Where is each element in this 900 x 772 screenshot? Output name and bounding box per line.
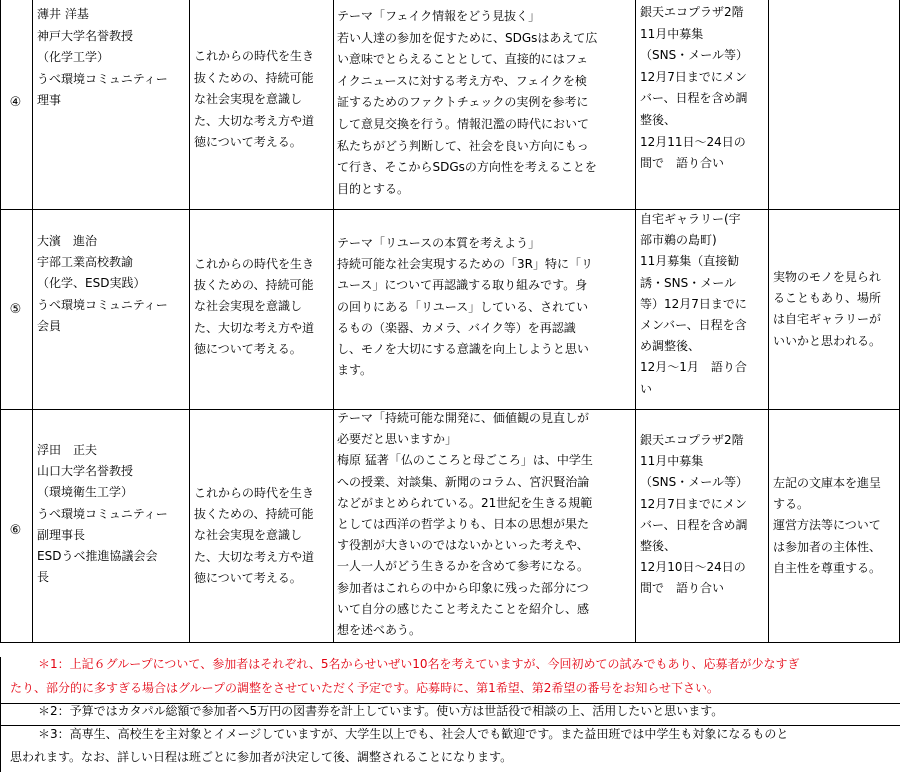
- content-line: イクニュースに対する考え方や、フェイクを検: [337, 74, 587, 88]
- schedule-line: 12月7日までにメン: [640, 497, 747, 511]
- table-row-border: [0, 409, 900, 410]
- schedule-line: 間で 語り合い: [640, 156, 725, 170]
- content-line: いて自分の感じたこと考えたことを紹介し、感: [337, 602, 590, 616]
- person-line: 副理事長: [37, 528, 86, 542]
- person-line: 浮田 正夫: [37, 443, 98, 457]
- person-line: （環境衛生工学）: [37, 485, 134, 499]
- note-line: ＊2：予算ではカタパル総額で参加者へ5万円の図書券を計上しています。使い方は世話役で相談の上、活用したいと思います。: [38, 704, 724, 718]
- remarks-line: 運営方法等について: [773, 518, 881, 532]
- person-line: ESDうべ推進協議会会: [37, 549, 158, 563]
- table-column-border: [32, 0, 33, 642]
- person-line: 理事: [37, 93, 62, 107]
- purpose-line: 抜くための、持続可能: [194, 278, 314, 292]
- content-line: テーマ「フェイク情報をどう見抜く」: [337, 9, 541, 23]
- remarks-line: 自主性を尊重する。: [773, 561, 882, 575]
- purpose-line: た、大切な考え方や道: [194, 321, 315, 335]
- remarks-line: は参加者の主体性、: [773, 540, 882, 554]
- purpose-line: 抜くための、持続可能: [194, 71, 314, 85]
- table-row-border: [0, 642, 900, 643]
- purpose-line: これからの時代を生き: [194, 49, 315, 63]
- schedule-line: 自宅ギャラリー(宇: [640, 212, 741, 226]
- remarks-line: は自宅ギャラリーが: [773, 312, 882, 326]
- note-line: ＊3：高専生、高校生を主対象とイメージしていますが、大学生以上でも、社会人でも歓迎です。また益田班では中学生も対象になるものと: [38, 727, 789, 741]
- content-line: 証するためのファクトチェックの実例を参考に: [337, 95, 589, 109]
- purpose-line: 徳について考える。: [194, 342, 302, 356]
- purpose-line: 徳について考える。: [194, 135, 302, 149]
- content-line: 私たちがどう判断して、社会を良い方向にもっ: [337, 139, 589, 153]
- remarks-line: ることもあり、場所: [773, 291, 882, 305]
- content-line: い意味でとらえることとして、直接的にはフェ: [337, 52, 589, 66]
- table-row-border: [0, 209, 900, 210]
- content-line: 一人一人がどう生きるかを含めて参考になる。: [337, 559, 590, 573]
- person-line: 山口大学名誉教授: [37, 464, 134, 478]
- content-line: ユース」について再認識する取り組みです。身: [337, 278, 588, 292]
- content-line: などがまとめられている。21世紀を生きる規範: [337, 496, 593, 510]
- content-line: テーマ「持続可能な開発に、価値観の見直しが: [337, 411, 590, 425]
- content-line: し、モノを大切にする意識を向上しようと思い: [337, 342, 589, 356]
- purpose-line: な社会実現を意識し: [194, 299, 303, 313]
- remarks-line: 実物のモノを見られ: [773, 270, 881, 284]
- schedule-line: 整後、: [640, 113, 677, 127]
- schedule-line: 銀天エコプラザ2階: [640, 433, 744, 447]
- content-line: の回りにある「リユース」している、されてい: [337, 300, 589, 314]
- schedule-line: 銀天エコプラザ2階: [640, 5, 744, 19]
- purpose-line: これからの時代を生き: [194, 257, 315, 271]
- person-line: 長: [37, 570, 50, 584]
- person-line: 薄井 洋基: [37, 7, 89, 21]
- person-line: （化学工学）: [37, 50, 110, 64]
- schedule-line: い: [640, 382, 653, 396]
- content-line: としては西洋の哲学よりも、日本の思想が果た: [337, 517, 590, 531]
- purpose-line: た、大切な考え方や道: [194, 550, 315, 564]
- content-line: 参加者はこれらの中から印象に残った部分につ: [337, 581, 589, 595]
- schedule-line: バー、日程を含め調: [640, 518, 748, 532]
- purpose-line: 抜くための、持続可能: [194, 507, 314, 521]
- content-line: て行き、そこからSDGsの方向性を考えることを: [337, 160, 597, 174]
- note-line: 思われます。なお、詳しい日程は班ごとに参加者が決定して後、調整されることになります。: [10, 750, 513, 764]
- content-line: して意見交換を行う。情報氾濫の時代において: [337, 117, 590, 131]
- schedule-line: め調整後、: [640, 339, 701, 353]
- remarks-line: いいかと思われる。: [773, 334, 882, 348]
- schedule-line: 誘・SNS・メール: [640, 276, 736, 290]
- content-line: 若い人達の参加を促すために、SDGsはあえて広: [337, 31, 598, 45]
- content-line: す役割が大きいのではないかといった考えや、: [337, 538, 589, 552]
- content-line: 想を述べあう。: [337, 623, 422, 637]
- row-number: ④: [9, 95, 22, 110]
- note-divider: [0, 725, 900, 726]
- note-line: たり、部分的に多すぎる場合はグループの調整をさせていただく予定です。応募時に、第1希望、第2希望の番号をお知らせ下さい。: [10, 681, 719, 695]
- content-line: への授業、対談集、新聞のコラム、宮沢賢治論: [337, 475, 590, 489]
- content-line: 梅原 猛著「仏のこころと母ごころ」は、中学生: [337, 453, 593, 467]
- row-number: ⑥: [9, 523, 22, 538]
- purpose-line: た、大切な考え方や道: [194, 114, 315, 128]
- content-line: ます。: [337, 363, 373, 377]
- schedule-line: 整後、: [640, 539, 677, 553]
- schedule-line: 等）12月7日までに: [640, 297, 747, 311]
- row-number: ⑤: [9, 302, 22, 317]
- content-line: 必要だと思いますか」: [337, 432, 458, 446]
- person-line: うべ環境コミュニティー: [37, 298, 168, 312]
- schedule-line: 11月中募集: [640, 454, 704, 468]
- table-column-border: [635, 0, 636, 642]
- remarks-line: 左記の文庫本を進呈: [773, 476, 882, 490]
- schedule-line: 12月7日までにメン: [640, 70, 747, 84]
- person-line: （化学、ESD実践）: [37, 276, 146, 290]
- table-column-border: [333, 0, 334, 642]
- content-line: 持続可能な社会実現するための「3R」特に「リ: [337, 257, 593, 271]
- schedule-line: 間で 語り合い: [640, 581, 725, 595]
- table-column-border: [768, 0, 769, 642]
- content-line: 目的とする。: [337, 182, 410, 196]
- table-column-border: [189, 0, 190, 642]
- remarks-line: する。: [773, 497, 810, 511]
- schedule-line: （SNS・メール等）: [640, 48, 748, 62]
- content-line: テーマ「リユースの本質を考えよう」: [337, 236, 541, 250]
- schedule-line: 11月募集（直接勧: [640, 254, 740, 268]
- person-line: 会員: [37, 319, 62, 333]
- purpose-line: な社会実現を意識し: [194, 92, 303, 106]
- note-line: ＊1：上記６グループについて、参加者はそれぞれ、5名からせいぜい10名を考えていますが、今回初めての試みでもあり、応募者が少なすぎ: [38, 657, 800, 671]
- schedule-line: メンバー、日程を含: [640, 318, 747, 332]
- schedule-line: 部市鵜の島町): [640, 233, 717, 247]
- person-line: うべ環境コミュニティー: [37, 507, 168, 521]
- schedule-line: 12月～1月 語り合: [640, 360, 747, 374]
- person-line: 神戸大学名誉教授: [37, 29, 134, 43]
- note-border: [0, 657, 1, 772]
- schedule-line: 12月10日～24日の: [640, 560, 746, 574]
- schedule-line: 12月11日～24日の: [640, 135, 746, 149]
- purpose-line: 徳について考える。: [194, 571, 302, 585]
- content-line: るもの（楽器、カメラ、バイク等）を再認識: [337, 321, 576, 335]
- schedule-line: （SNS・メール等）: [640, 475, 748, 489]
- schedule-line: 11月中募集: [640, 27, 704, 41]
- person-line: うべ環境コミュニティー: [37, 72, 168, 86]
- person-line: 大濱 進治: [37, 234, 98, 248]
- person-line: 宇部工業高校教諭: [37, 255, 134, 269]
- schedule-line: バー、日程を含め調: [640, 91, 748, 105]
- purpose-line: これからの時代を生き: [194, 486, 315, 500]
- purpose-line: な社会実現を意識し: [194, 528, 303, 542]
